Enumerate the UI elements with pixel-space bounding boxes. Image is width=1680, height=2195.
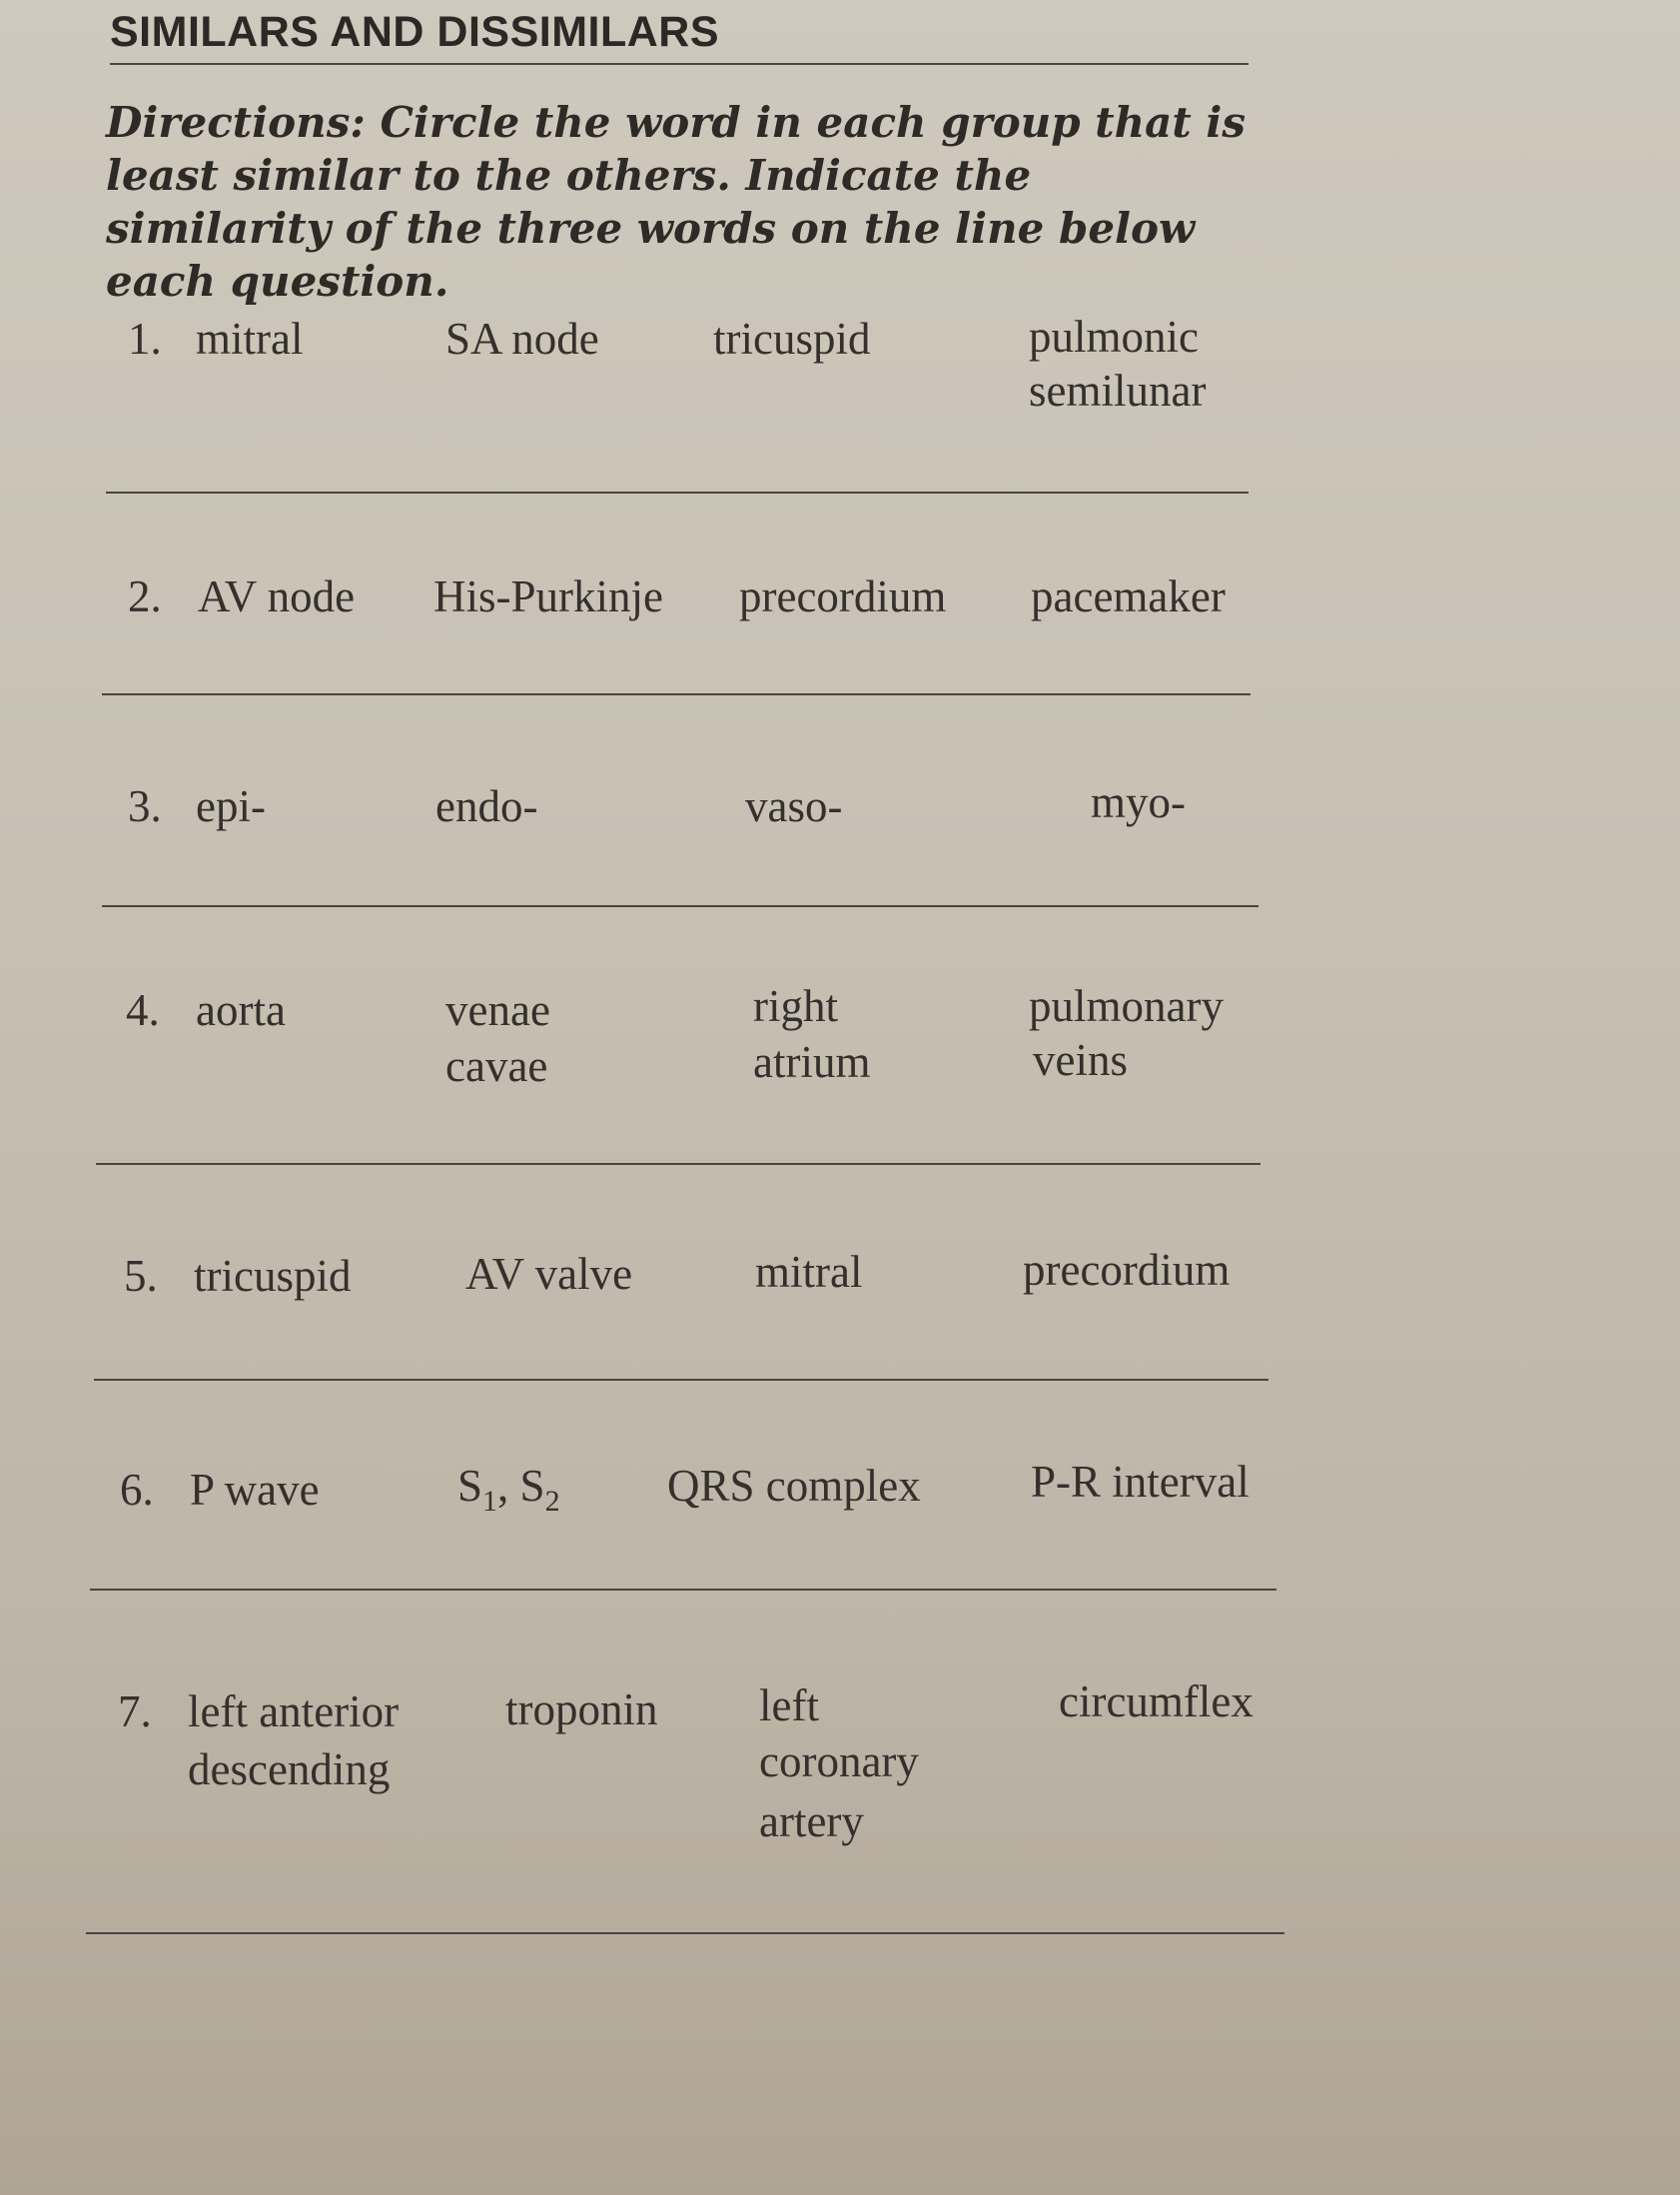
s-letter: S (457, 1461, 483, 1511)
question-word[interactable]: right (753, 981, 838, 1031)
question-word[interactable]: AV node (198, 571, 356, 621)
question-number: 4. (126, 985, 160, 1035)
question-word[interactable]: pulmonary (1029, 981, 1224, 1031)
question-word[interactable]: left anterior (188, 1686, 400, 1736)
question-word[interactable]: aorta (196, 985, 286, 1035)
question-word[interactable]: tricuspid (194, 1251, 352, 1301)
subscript-1: 1 (482, 1485, 498, 1518)
question-word[interactable]: AV valve (465, 1249, 633, 1299)
question-word[interactable]: troponin (505, 1684, 658, 1734)
question-word[interactable]: His-Purkinje (433, 571, 663, 621)
question-word[interactable]: precordium (739, 571, 947, 621)
question-word[interactable]: precordium (1023, 1245, 1231, 1295)
question-number: 3. (128, 781, 162, 831)
answer-line[interactable] (96, 1163, 1260, 1165)
question-word[interactable]: vaso- (745, 781, 843, 831)
question-number: 1. (128, 314, 162, 364)
question-word[interactable]: QRS complex (667, 1461, 921, 1511)
answer-line[interactable] (90, 1589, 1276, 1591)
question-word[interactable]: endo- (435, 781, 538, 831)
question-word[interactable]: coronary (759, 1736, 919, 1786)
subscript-2: 2 (544, 1485, 560, 1518)
worksheet-title: SIMILARS AND DISSIMILARS (110, 8, 1249, 65)
question-word[interactable]: myo- (1091, 777, 1186, 827)
question-word[interactable]: tricuspid (713, 314, 871, 364)
answer-line[interactable] (102, 693, 1251, 695)
comma-s-letter: , S (497, 1461, 545, 1511)
question-word[interactable]: descending (188, 1744, 391, 1794)
question-word[interactable]: semilunar (1029, 366, 1207, 416)
question-word[interactable]: P wave (190, 1465, 320, 1515)
question-word[interactable]: atrium (753, 1037, 871, 1087)
question-word[interactable]: left (759, 1680, 819, 1730)
question-number: 2. (128, 571, 162, 621)
question-number: 5. (124, 1251, 158, 1301)
question-word[interactable]: epi- (196, 781, 266, 831)
question-number: 6. (120, 1465, 154, 1515)
question-word[interactable]: circumflex (1059, 1676, 1254, 1726)
question-number: 7. (118, 1686, 152, 1736)
answer-line[interactable] (106, 492, 1249, 494)
question-word[interactable]: venae (445, 985, 550, 1035)
question-word[interactable]: pacemaker (1031, 571, 1226, 621)
question-word[interactable]: SA node (445, 314, 599, 364)
question-word[interactable]: P-R interval (1031, 1457, 1250, 1507)
question-word[interactable]: mitral (196, 314, 304, 364)
question-word[interactable]: pulmonic (1029, 312, 1199, 362)
question-word-s1-s2[interactable] (457, 1459, 560, 1529)
directions-text: Directions: Circle the word in each group that is least similar to the others. Indicate the similarity of the three words on the line below each question. (106, 98, 1247, 306)
answer-line[interactable] (102, 905, 1259, 907)
question-word[interactable]: artery (759, 1796, 864, 1846)
question-word[interactable]: veins (1033, 1035, 1128, 1085)
question-word[interactable]: mitral (755, 1247, 863, 1297)
answer-line[interactable] (94, 1379, 1268, 1381)
question-word[interactable]: cavae (445, 1041, 548, 1091)
answer-line[interactable] (86, 1932, 1284, 1934)
